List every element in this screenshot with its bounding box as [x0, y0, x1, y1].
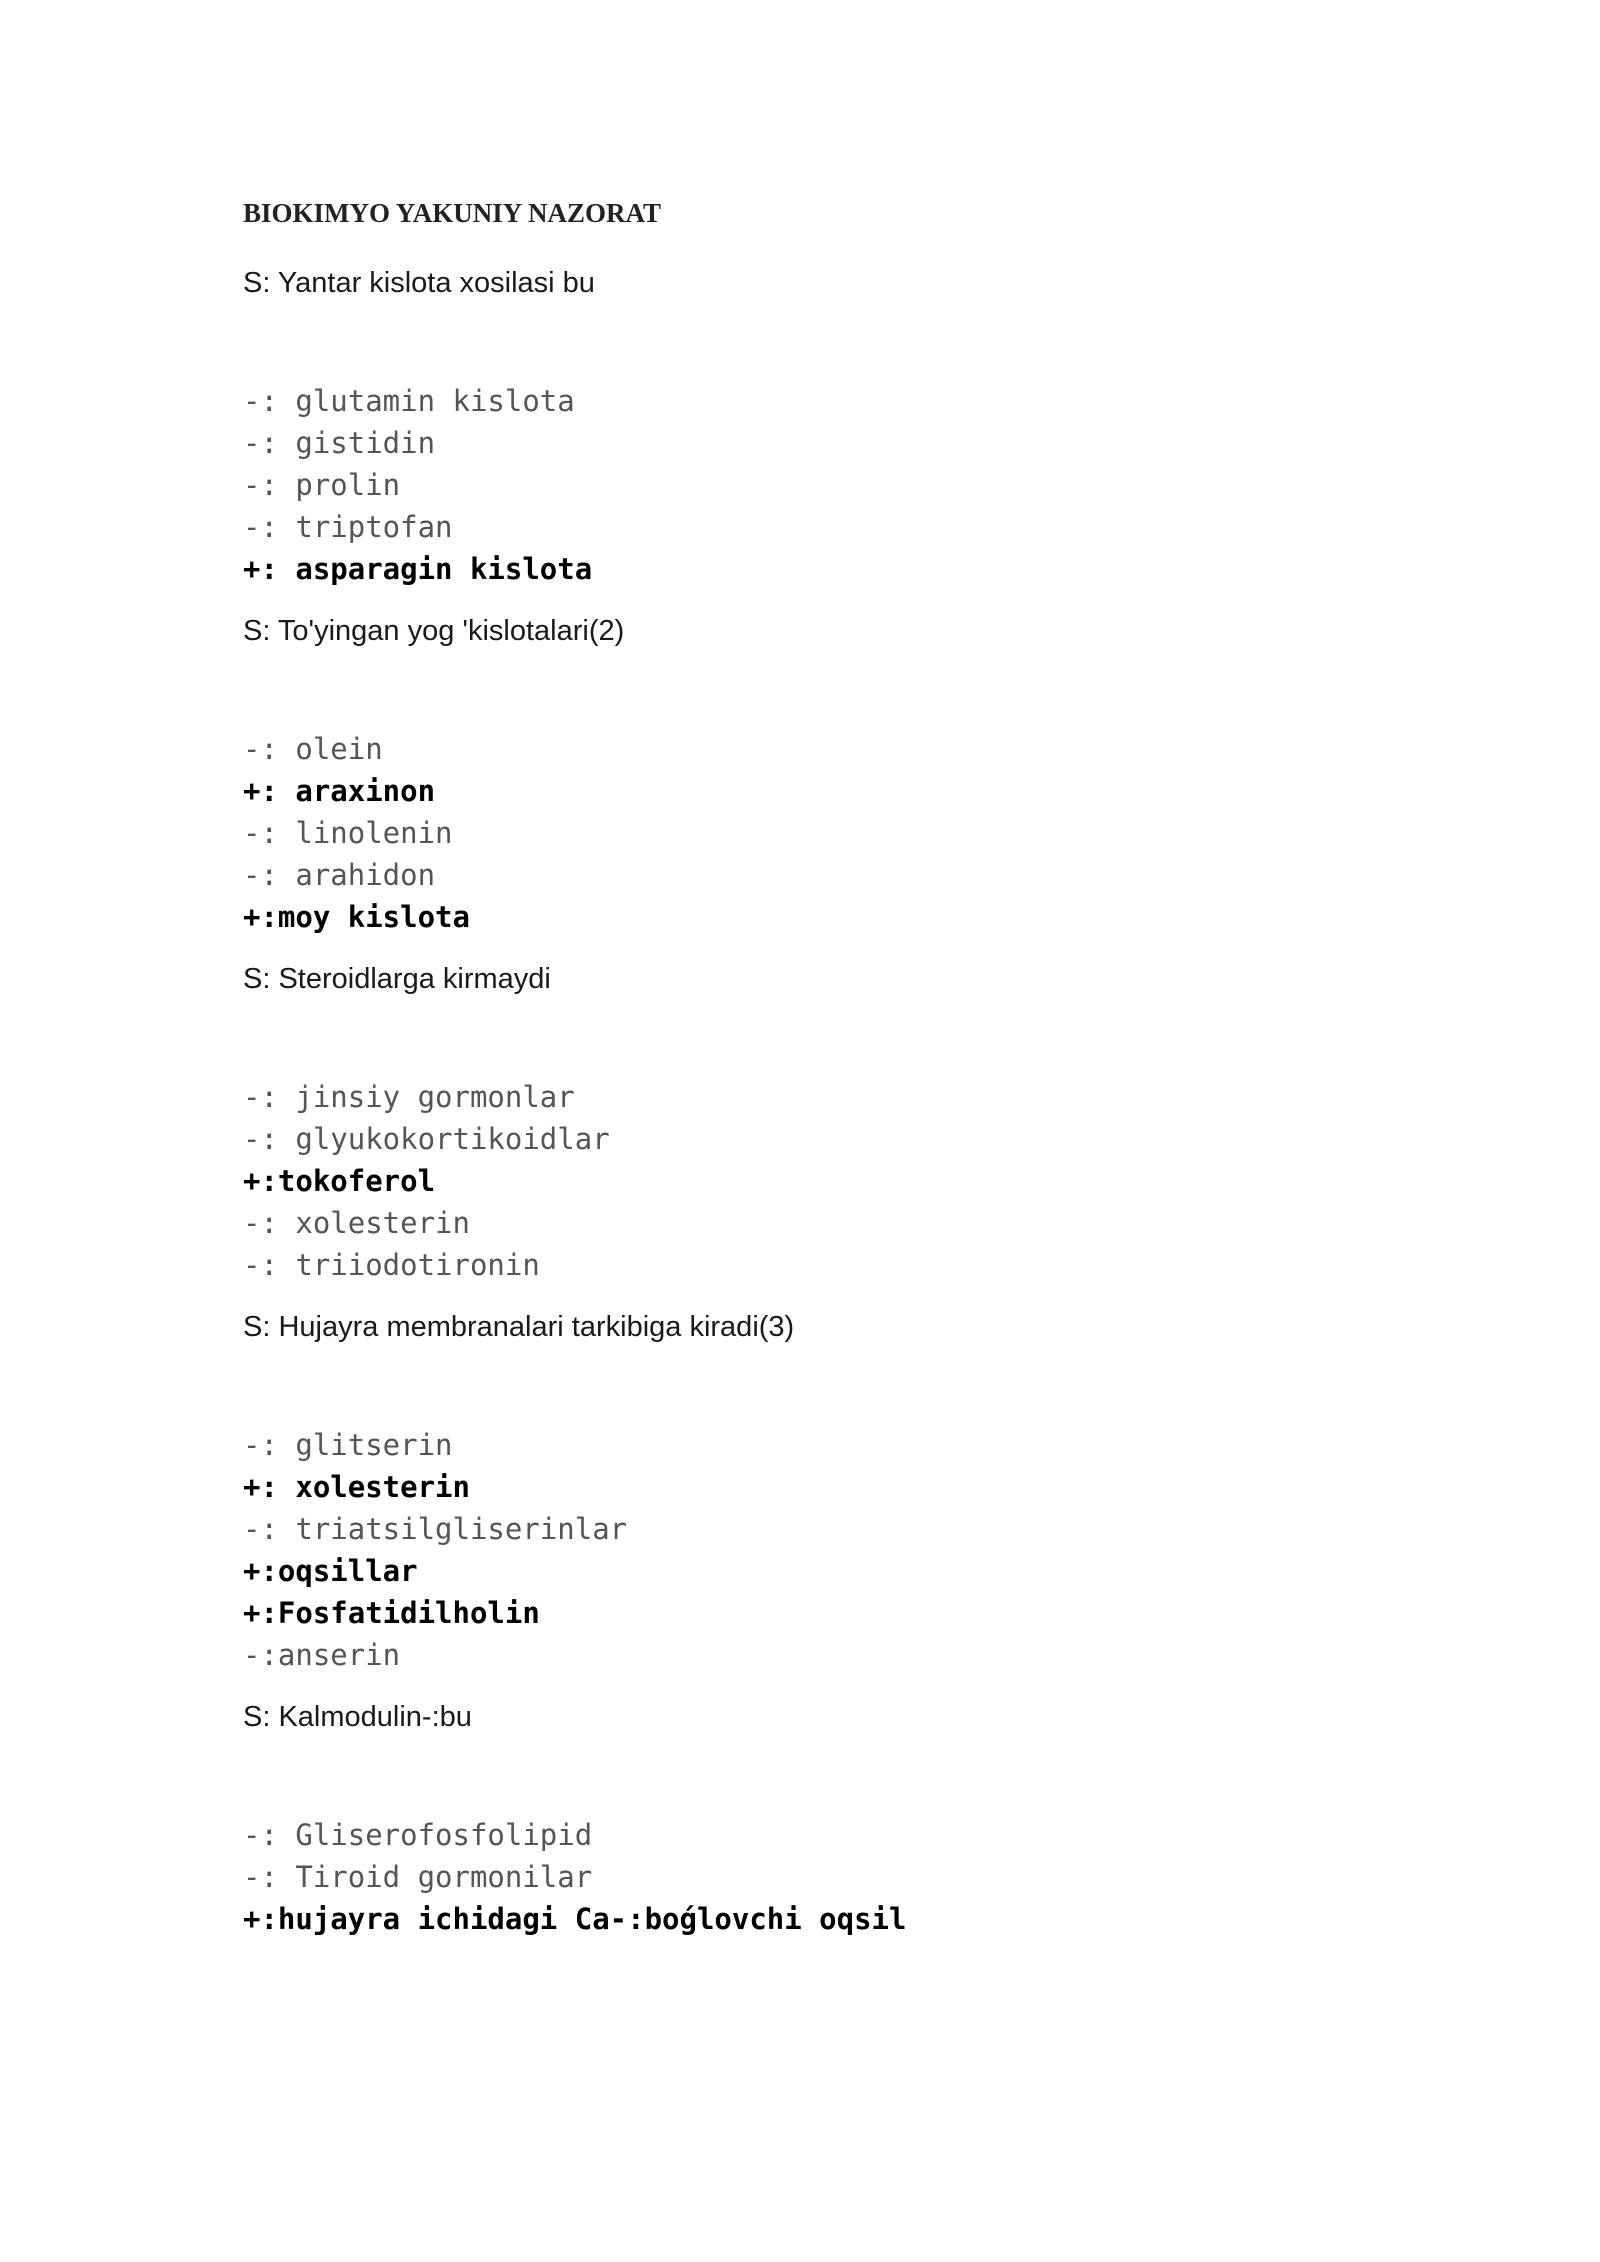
answer-list: [243, 1076, 1443, 1286]
answer-option: -: xolesterin: [243, 1206, 470, 1240]
answer-option: -: triptofan: [243, 510, 453, 544]
answer-option: -: olein: [243, 732, 383, 766]
answer-option: -:anserin: [243, 1638, 401, 1672]
answer-list: [243, 380, 1443, 590]
question-block: [243, 1306, 1443, 1676]
answer-option: -: glyukokortikoidlar: [243, 1122, 610, 1156]
question-text: S: To'yingan yog 'kislotalari(2): [243, 615, 625, 647]
document-page: [243, 192, 1443, 1940]
document-title: BIOKIMYO YAKUNIY NAZORAT: [243, 198, 662, 228]
question-text: S: Yantar kislota xosilasi bu: [243, 267, 595, 299]
answer-option: -: jinsiy gormonlar: [243, 1080, 575, 1114]
answer-option: -: glitserin: [243, 1428, 453, 1462]
question-block: [243, 958, 1443, 1286]
correct-answer-option: +: araxinon: [243, 774, 436, 808]
answer-list: [243, 1814, 1443, 1940]
correct-answer-option: +: xolesterin: [243, 1470, 470, 1504]
answer-option: -: triiodotironin: [243, 1248, 540, 1282]
question-block: [243, 1696, 1443, 1940]
answer-option: -: triatsilgliserinlar: [243, 1512, 628, 1546]
answer-option: -: gistidin: [243, 426, 436, 460]
correct-answer-option: +: asparagin kislota: [243, 552, 593, 586]
question-block: [243, 262, 1443, 590]
correct-answer-option: +:moy kislota: [243, 900, 470, 934]
correct-answer-option: +:hujayra ichidagi Ca-:boǵlovchi oqsil: [243, 1902, 907, 1936]
question-text: S: Hujayra membranalari tarkibiga kiradi(3): [243, 1311, 795, 1343]
correct-answer-option: +:Fosfatidilholin: [243, 1596, 540, 1630]
correct-answer-option: +:tokoferol: [243, 1164, 436, 1198]
answer-option: -: Gliserofosfolipid: [243, 1818, 593, 1852]
answer-option: -: linolenin: [243, 816, 453, 850]
answer-option: -: Tiroid gormonilar: [243, 1860, 593, 1894]
question-text: S: Steroidlarga kirmaydi: [243, 963, 551, 995]
answer-list: [243, 728, 1443, 938]
answer-option: -: prolin: [243, 468, 401, 502]
correct-answer-option: +:oqsillar: [243, 1554, 418, 1588]
question-text: S: Kalmodulin-:bu: [243, 1701, 472, 1733]
question-block: [243, 610, 1443, 938]
answer-option: -: arahidon: [243, 858, 436, 892]
answer-list: [243, 1424, 1443, 1676]
answer-option: -: glutamin kislota: [243, 384, 575, 418]
